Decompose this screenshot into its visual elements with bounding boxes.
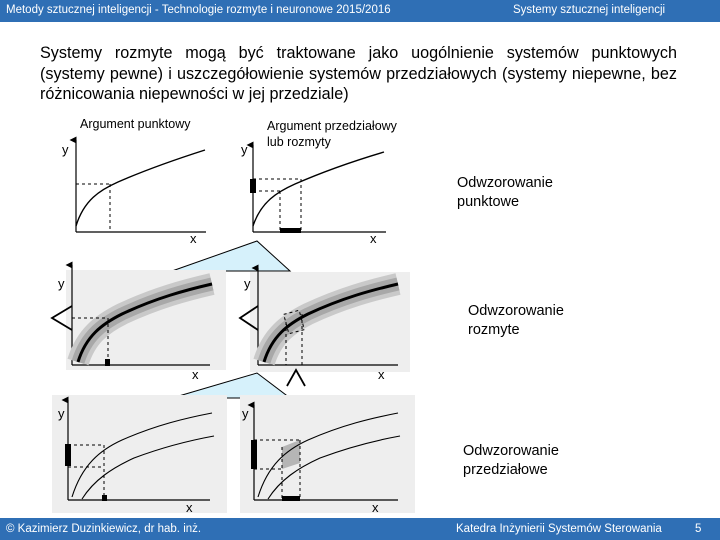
transition-triangle-lower (172, 373, 290, 398)
interval-mapping-label-1: Odwzorowanie (463, 443, 559, 459)
y-axis-label: y (244, 276, 251, 291)
y-axis-label: y (62, 142, 69, 157)
fuzzy-mapping-label-1: Odwzorowanie (468, 303, 564, 319)
footer-department: Katedra Inżynierii Systemów Sterowania (456, 523, 662, 535)
fuzzy-mapping-label-2: rozmyte (468, 322, 520, 338)
x-axis-label: x (370, 231, 377, 246)
x-axis-label: x (372, 500, 379, 515)
plot-point-interval (241, 142, 386, 246)
y-axis-label: y (241, 142, 248, 157)
point-mapping-label-2: punktowe (457, 194, 520, 210)
interval-argument-label-1: Argument przedziałowy (267, 119, 397, 133)
header-topic: Systemy sztucznej inteligencji (513, 4, 666, 16)
footer-author: © Kazimierz Duzinkiewicz, dr hab. inż. (6, 523, 202, 535)
plot-fuzzy-fuzzy (240, 268, 410, 386)
x-axis-label: x (378, 367, 385, 382)
x-axis-label: x (190, 231, 197, 246)
slide-body-text: Systemy rozmyte mogą być traktowane jako uogólnienie systemów punktowych (systemy pewne) i uszczegółowienie systemów przedziałowych (systemy niepewne, bez różnicowania niepewności w jej przedziale) (40, 44, 677, 103)
plot-point-point (62, 140, 206, 246)
plot-interval-interval (240, 395, 415, 515)
x-axis-label: x (192, 367, 199, 382)
plot-interval-point (52, 395, 227, 515)
y-axis-label: y (58, 276, 65, 291)
header-course-title: Metody sztucznej inteligencji - Technologie rozmyte i neuronowe 2015/2016 (6, 4, 391, 16)
footer-bar (0, 518, 720, 540)
point-mapping-label-1: Odwzorowanie (457, 175, 553, 191)
point-argument-label: Argument punktowy (80, 117, 191, 131)
plot-fuzzy-point (52, 265, 226, 382)
interval-argument-label-2: lub rozmyty (267, 135, 331, 149)
y-axis-label: y (242, 406, 249, 421)
page-number: 5 (695, 523, 702, 535)
interval-mapping-label-2: przedziałowe (463, 462, 548, 478)
x-axis-label: x (186, 500, 193, 515)
y-axis-label: y (58, 406, 65, 421)
